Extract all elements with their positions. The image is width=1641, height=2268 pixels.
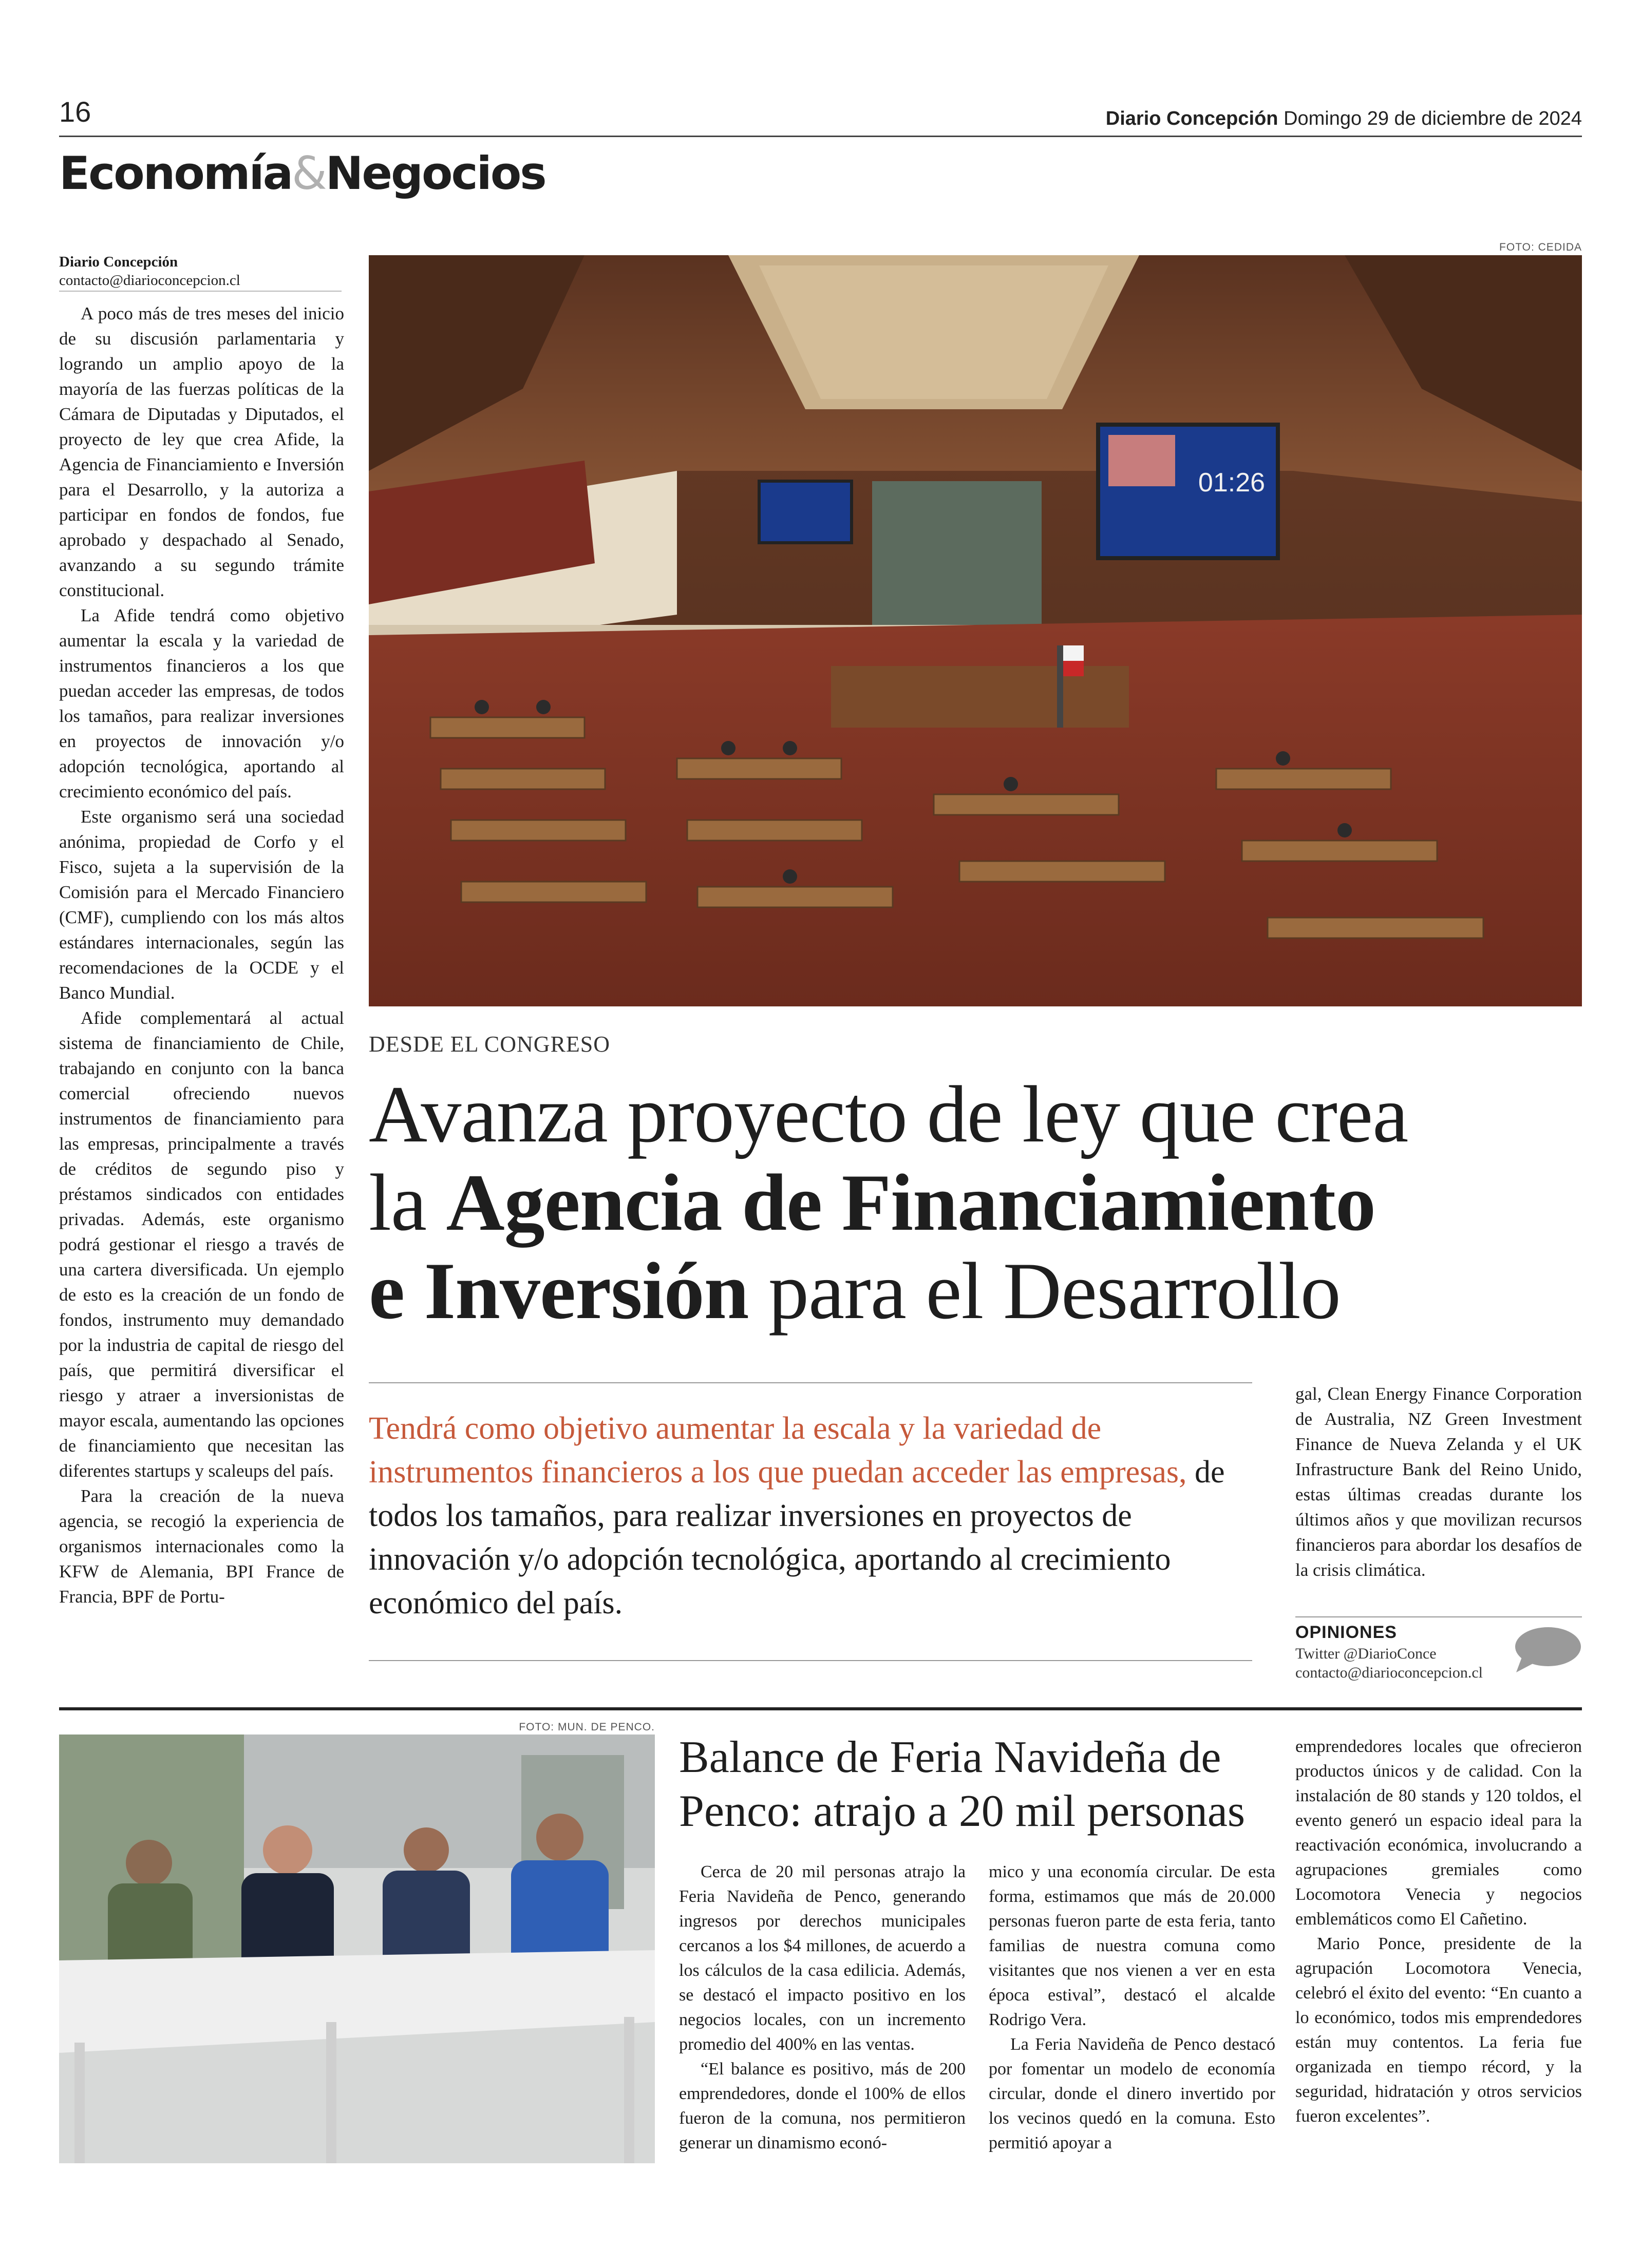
section-title bbox=[59, 149, 545, 199]
headline-line-1: Avanza proyecto de ley que crea bbox=[369, 1070, 1408, 1159]
body-paragraph: “El balance es positivo, más de 200 emprendedores, donde el 100% de ellos fueron de la comuna, nos permitieron generar un dinamismo econó- bbox=[679, 2060, 966, 2152]
opinions-email[interactable]: contacto@diarioconcepcion.cl bbox=[1295, 1664, 1483, 1681]
deck-rest: de todos los tamaños, para realizar inversiones en proyectos de innovación y/o adopción tecnológica, aportando al crecimiento económico del país. bbox=[369, 1455, 1225, 1621]
headline-line-2 bbox=[369, 1159, 1582, 1247]
body-paragraph: gal, Clean Energy Finance Corporation de Australia, NZ Green Investment Finance de Nueva Zelanda y el UK Infrastructure Bank del Reino Unido, estas últimas creadas durante los últimos años y que movilizan recursos financieros para abordar los desafíos de la crisis climática. bbox=[1295, 1384, 1582, 1580]
congress-chamber-photo bbox=[369, 255, 1582, 1006]
author-name: Diario Concepción bbox=[59, 254, 178, 270]
opinions-rule bbox=[1295, 1616, 1582, 1617]
headline-line-3 bbox=[369, 1247, 1582, 1336]
main-article-body bbox=[59, 301, 344, 1682]
second-article-column-2 bbox=[989, 1860, 1275, 2168]
author-email[interactable]: contacto@diarioconcepcion.cl bbox=[59, 272, 240, 289]
second-headline-line-1: Balance de Feria Navideña de bbox=[679, 1732, 1221, 1782]
body-paragraph: La Feria Navideña de Penco destacó por fomentar un modelo de economía circular, donde el dinero invertido por los vecinos quedó en la comuna. Esto permitió apoyar a bbox=[989, 2035, 1275, 2152]
main-article-continuation bbox=[1295, 1381, 1582, 1607]
header-rule bbox=[59, 136, 1582, 137]
deck-rule-bottom bbox=[369, 1660, 1252, 1661]
page-number: 16 bbox=[59, 96, 91, 128]
section-ampersand: & bbox=[292, 147, 326, 200]
article-deck bbox=[369, 1407, 1252, 1625]
byline-rule bbox=[59, 291, 342, 292]
deck-rule-top bbox=[369, 1382, 1252, 1383]
body-paragraph: Este organismo será una sociedad anónima, propiedad de Corfo y el Fisco, sujeta a la supervisión de la Comisión para el Mercado Financiero (CMF), cumpliendo con los más altos estándares internacionales, según las recomendaciones de la OCDE y el Banco Mundial. bbox=[59, 807, 344, 1003]
photo-credit: FOTO: CEDIDA bbox=[1499, 241, 1582, 253]
section-title-part1: Economía bbox=[59, 147, 292, 200]
headline-line-2-bold: Agencia de Financiamiento bbox=[446, 1158, 1375, 1248]
second-headline-line-2: Penco: atrajo a 20 mil personas bbox=[679, 1786, 1246, 1836]
section-title-part2: Negocios bbox=[325, 147, 545, 200]
byline bbox=[59, 253, 342, 290]
photo-credit: FOTO: MUN. DE PENCO. bbox=[519, 1721, 655, 1733]
section-divider bbox=[59, 1707, 1582, 1710]
publication-date: Domingo 29 de diciembre de 2024 bbox=[1284, 108, 1582, 129]
article-kicker: DESDE EL CONGRESO bbox=[369, 1032, 611, 1057]
screen-clock: 01:26 bbox=[1198, 468, 1266, 498]
body-paragraph: Cerca de 20 mil personas atrajo la Feria Navideña de Penco, generando ingresos por derechos municipales cercanos a los $4 millones, de acuerdo a los cálculos de la casa edilicia. Además, se destacó el impacto positivo en los negocios locales, con un incremento promedio del 400% en las ventas. bbox=[679, 1862, 966, 2054]
headline-line-2-pre: la bbox=[369, 1158, 446, 1248]
main-headline bbox=[369, 1071, 1582, 1336]
body-paragraph: Mario Ponce, presidente de la agrupación Locomotora Venecia, celebró el éxito del evento: “En cuanto a lo económico, todos mis emprendedores están muy contentos. La feria fue organizada en tiempo récord, y la seguridad, hidratación y otros servicios fueron excelentes”. bbox=[1295, 1934, 1582, 2126]
body-paragraph: A poco más de tres meses del inicio de su discusión parlamentaria y logrando un amplio apoyo de la mayoría de las fuerzas políticas de la Cámara de Diputadas y Diputados, el proyecto de ley que crea Afide, la Agencia de Financiamiento e Inversión para el Desarrollo, y la autoriza a participar en fondos de fondos, fue aprobado y despachado al Senado, avanzando a su segundo trámite constitucional. bbox=[59, 303, 344, 600]
deck-accent: Tendrá como objetivo aumentar la escala y la variedad de instrumentos financieros a los que puedan acceder las empresas, bbox=[369, 1411, 1187, 1490]
headline-line-3-post: para el Desarrollo bbox=[748, 1246, 1341, 1336]
press-conference-photo bbox=[59, 1735, 655, 2163]
body-paragraph: La Afide tendrá como objetivo aumentar la escala y la variedad de instrumentos financieros a los que puedan acceder las empresas, de todos los tamaños, para realizar inversiones en proyectos de innovación y/o adopción tecnológica, aportando al crecimiento económico del país. bbox=[59, 605, 344, 802]
second-article-column-1 bbox=[679, 1860, 966, 2168]
masthead bbox=[1106, 108, 1582, 130]
speech-bubble-icon bbox=[1511, 1625, 1582, 1674]
body-paragraph: Para la creación de la nueva agencia, se recogió la experiencia de organismos internacionales como la KFW de Alemania, BPI France de Francia, BPF de Portu- bbox=[59, 1486, 344, 1607]
publication-name: Diario Concepción bbox=[1105, 108, 1278, 129]
headline-line-3-bold: e Inversión bbox=[369, 1246, 749, 1336]
second-headline bbox=[679, 1730, 1285, 1838]
body-paragraph: mico y una economía circular. De esta forma, estimamos que más de 20.000 personas fueron parte de esta feria, tanto familias de nuestra comuna como visitantes que nos vienen a ver en esta época estival”, destacó el alcalde Rodrigo Vera. bbox=[989, 1862, 1275, 2029]
body-paragraph: Afide complementará al actual sistema de financiamiento de Chile, trabajando en conjunto con la banca comercial ofreciendo nuevos instrumentos de financiamiento para las empresas, principalmente a través de créditos de segundo piso y préstamos sindicados con entidades privadas. Además, este organismo podrá gestionar el riesgo a través de una cartera diversificada. Un ejemplo de esto es la creación de un fondo de fondos, instrumento muy demandado por la industria de capital de riesgo del país, que permitirá diversificar el riesgo y atraer a inversionistas de mayor escala, aumentando las opciones de financiamiento que necesitan las diferentes startups y scaleups del país. bbox=[59, 1008, 344, 1481]
opinions-twitter[interactable]: Twitter @DiarioConce bbox=[1295, 1645, 1437, 1662]
opinions-title: OPINIONES bbox=[1295, 1623, 1397, 1642]
second-article-column-3 bbox=[1295, 1735, 1582, 2166]
body-paragraph: emprendedores locales que ofrecieron productos únicos y de calidad. Con la instalación de 80 stands y 120 toldos, el evento generó un espacio ideal para la reactivación económica, involucrando a agrupaciones gremiales como Locomotora Venecia y negocios emblemáticos como El Cañetino. bbox=[1295, 1737, 1582, 1929]
